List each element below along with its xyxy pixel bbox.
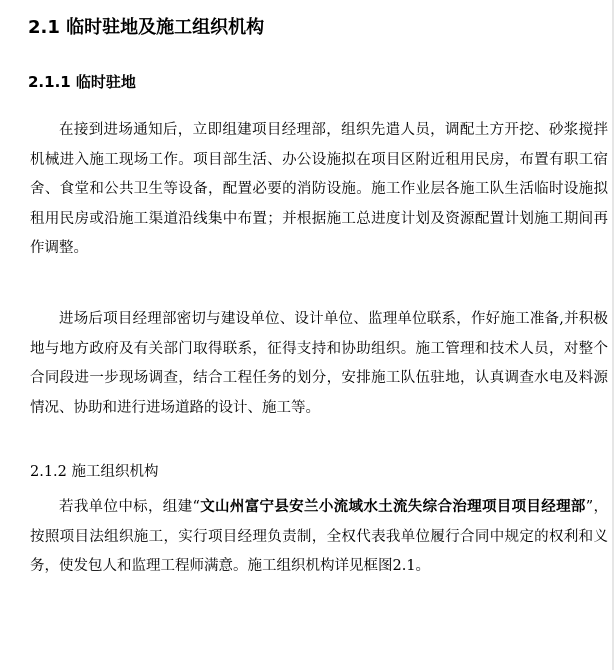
paragraph-organization-lead: 若我单位中标，组建“ xyxy=(59,499,200,515)
section-heading: 2.1 临时驻地及施工组织机构 xyxy=(28,17,265,38)
paragraph-organization xyxy=(30,492,608,582)
paragraph-organization-rest: ”，按照项目法组织施工，实行项目经理负责制，全权代表我单位履行合同中规定的权利和义务，使发包人和监理工程师满意。施工组织机构详见框图2.1。 xyxy=(30,499,608,574)
project-name: 文山州富宁县安兰小流域水土流失综合治理项目项目经理部 xyxy=(199,498,586,515)
paragraph-temporary-camp-2: 进场后项目经理部密切与建设单位、设计单位、监理单位联系，作好施工准备,并积极地与地方政府及有关部门取得联系，征得支持和协助组织。施工管理和技术人员，对整个合同段进一步现场调查，结合工程任务的划分，安排施工队伍驻地，认真调查水电及料源情况、协助和进行进场道路的设计、施工等。 xyxy=(30,311,608,416)
subsection-heading-organization: 2.1.2 施工组织机构 xyxy=(30,464,159,480)
subsection-heading-temporary-camp: 2.1.1 临时驻地 xyxy=(28,73,136,91)
paragraph-temporary-camp-1: 在接到进场通知后，立即组建项目经理部，组织先遣人员，调配土方开挖、砂浆搅拌机械进入施工现场工作。项目部生活、办公设施拟在项目区附近租用民房，布置有职工宿舍、食堂和公共卫生等设备，配置必要的消防设施。施工作业层各施工队生活临时设施拟租用民房或沿施工渠道沿线集中布置；并根据施工总进度计划及资源配置计划施工期间再作调整。 xyxy=(30,122,608,256)
